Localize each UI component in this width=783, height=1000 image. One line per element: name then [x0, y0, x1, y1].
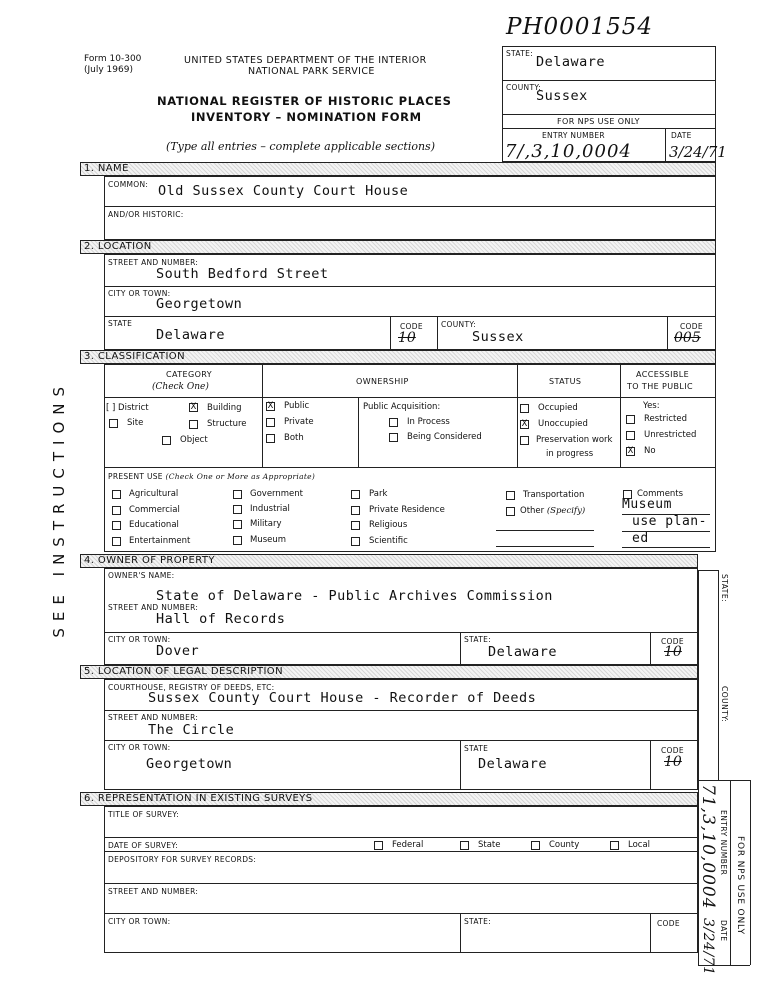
section-2-heading: 2. LOCATION [80, 240, 716, 254]
status-unoccupied-label: Unoccupied [538, 419, 588, 429]
owner-code-label: CODE [661, 637, 684, 646]
status-label: STATUS [549, 377, 582, 386]
use-park-label: Park [369, 489, 388, 499]
accessible-label-1: ACCESSIBLE [636, 370, 690, 379]
category-district[interactable]: [ ] District [106, 403, 149, 413]
location-city-value: Georgetown [156, 296, 243, 312]
use-museum-checkbox[interactable] [233, 536, 242, 545]
nps-state-label: STATE: [506, 49, 533, 58]
ownership-both-label: Both [284, 433, 304, 443]
access-yes-label: Yes: [643, 401, 660, 411]
use-military-label: Military [250, 519, 282, 529]
access-no-label: No [644, 446, 656, 456]
department: UNITED STATES DEPARTMENT OF THE INTERIOR [184, 55, 427, 66]
use-commercial-checkbox[interactable] [112, 506, 121, 515]
access-restricted-checkbox[interactable] [626, 415, 635, 424]
check-one-label: (Check One) [152, 382, 209, 392]
status-preservation-label: Preservation work [536, 435, 613, 445]
legal-street-label: STREET AND NUMBER: [108, 713, 199, 722]
acquisition-in-process-label: In Process [407, 417, 450, 427]
form-instruction: (Type all entries – complete applicable sections) [166, 140, 435, 153]
legal-code-label: CODE [661, 746, 684, 755]
survey-county-checkbox[interactable] [531, 841, 540, 850]
courthouse-value: Sussex County Court House - Recorder of Deeds [148, 690, 537, 706]
access-restricted-label: Restricted [644, 414, 688, 424]
comments-line-3: ed [632, 531, 649, 546]
category-site-checkbox[interactable] [109, 419, 118, 428]
owner-name-label: OWNER'S NAME: [108, 571, 175, 580]
status-occupied-label: Occupied [538, 403, 578, 413]
survey-federal-label: Federal [392, 840, 424, 850]
use-educational-checkbox[interactable] [112, 521, 121, 530]
status-preservation-checkbox[interactable] [520, 436, 529, 445]
status-preservation-cont: in progress [546, 449, 594, 459]
owner-city-value: Dover [156, 643, 200, 659]
access-unrestricted-checkbox[interactable] [626, 431, 635, 440]
use-government-checkbox[interactable] [233, 490, 242, 499]
section-1-heading: 1. NAME [80, 162, 716, 176]
margin-county-label: COUNTY: [720, 686, 729, 723]
category-object-label: Object [180, 435, 208, 445]
use-comments-label: Comments [637, 489, 684, 499]
category-building-label: Building [207, 403, 242, 413]
use-industrial-checkbox[interactable] [233, 505, 242, 514]
use-park-checkbox[interactable] [351, 490, 360, 499]
location-state-value: Delaware [156, 327, 226, 343]
use-other-label: Other (Specify) [520, 506, 586, 516]
legal-state-value: Delaware [478, 756, 548, 772]
legal-city-label: CITY OR TOWN: [108, 743, 171, 752]
category-site-label: Site [127, 418, 144, 428]
section-5-heading: 5. LOCATION OF LEGAL DESCRIPTION [80, 665, 698, 679]
margin-date-label: DATE [719, 920, 728, 942]
use-private-residence-checkbox[interactable] [351, 506, 360, 515]
owner-name-value: State of Delaware - Public Archives Commission [156, 588, 553, 604]
use-military-checkbox[interactable] [233, 520, 242, 529]
use-private-residence-label: Private Residence [369, 505, 445, 515]
comments-line-2: use plan- [632, 514, 707, 529]
use-agricultural-checkbox[interactable] [112, 490, 121, 499]
section-4-heading: 4. OWNER OF PROPERTY [80, 554, 698, 568]
location-county-label: COUNTY: [441, 320, 477, 329]
category-label: CATEGORY [166, 370, 213, 379]
ownership-public-label: Public [284, 401, 310, 411]
status-unoccupied-checkbox[interactable]: X [521, 419, 528, 429]
location-county-code-value: 005 [674, 330, 701, 346]
nps-entry-value: 7/,3,10,0004 [505, 141, 632, 162]
survey-title-label: TITLE OF SURVEY: [108, 810, 180, 819]
status-occupied-checkbox[interactable] [520, 404, 529, 413]
acquisition-being-considered-label: Being Considered [407, 432, 482, 442]
owner-state-value: Delaware [488, 644, 558, 660]
service: NATIONAL PARK SERVICE [248, 66, 375, 77]
historic-name-label: AND/OR HISTORIC: [108, 210, 184, 219]
ownership-public-checkbox[interactable]: X [267, 401, 274, 411]
category-object-checkbox[interactable] [162, 436, 171, 445]
owner-street-label: STREET AND NUMBER: [108, 603, 199, 612]
use-other-checkbox[interactable] [506, 507, 515, 516]
survey-city-label: CITY OR TOWN: [108, 917, 171, 926]
use-government-label: Government [250, 489, 304, 499]
acquisition-in-process-checkbox[interactable] [389, 418, 398, 427]
accessible-label-2: TO THE PUBLIC [627, 382, 693, 391]
margin-state-label: STATE: [720, 574, 729, 603]
category-structure-checkbox[interactable] [189, 420, 198, 429]
location-county-value: Sussex [472, 329, 524, 345]
form-date: (July 1969) [84, 65, 133, 75]
ownership-label: OWNERSHIP [356, 377, 409, 386]
category-structure-label: Structure [207, 419, 247, 429]
margin-nps-use-label: FOR NPS USE ONLY [735, 836, 745, 935]
section-6-heading: 6. REPRESENTATION IN EXISTING SURVEYS [80, 792, 698, 806]
location-street-label: STREET AND NUMBER: [108, 258, 199, 267]
form-title-2: INVENTORY – NOMINATION FORM [191, 110, 422, 124]
legal-city-value: Georgetown [146, 756, 233, 772]
nps-date-label: DATE [671, 131, 692, 140]
location-street-value: South Bedford Street [156, 266, 329, 282]
use-industrial-label: Industrial [250, 504, 290, 514]
legal-code-value: 10 [664, 754, 682, 770]
survey-state-field-label: STATE: [464, 917, 491, 926]
survey-depository-label: DEPOSITORY FOR SURVEY RECORDS: [108, 855, 257, 864]
use-transportation-label: Transportation [523, 490, 585, 500]
owner-city-label: CITY OR TOWN: [108, 635, 171, 644]
section-3-heading: 3. CLASSIFICATION [80, 350, 716, 364]
survey-state-checkbox[interactable] [460, 841, 469, 850]
legal-street-value: The Circle [148, 722, 235, 738]
owner-code-value: 10 [664, 644, 682, 660]
location-state-label: STATE [108, 319, 133, 328]
access-unrestricted-label: Unrestricted [644, 430, 697, 440]
use-agricultural-label: Agricultural [129, 489, 179, 499]
survey-local-checkbox[interactable] [610, 841, 619, 850]
access-no-checkbox[interactable]: X [627, 446, 634, 456]
use-educational-label: Educational [129, 520, 179, 530]
use-scientific-checkbox[interactable] [351, 537, 360, 546]
use-entertainment-checkbox[interactable] [112, 537, 121, 546]
survey-state-label: State [478, 840, 501, 850]
use-transportation-checkbox[interactable] [506, 491, 515, 500]
form-title-1: NATIONAL REGISTER OF HISTORIC PLACES [157, 94, 452, 108]
location-city-label: CITY OR TOWN: [108, 289, 171, 298]
survey-code-label: CODE [657, 919, 680, 928]
category-building-checkbox[interactable]: X [190, 402, 197, 412]
nps-county-label: COUNTY: [506, 83, 542, 92]
owner-state-label: STATE: [464, 635, 491, 644]
courthouse-label: COURTHOUSE, REGISTRY OF DEEDS, ETC: [108, 683, 275, 692]
nps-use-only: FOR NPS USE ONLY [557, 117, 640, 126]
nps-entry-label: ENTRY NUMBER [542, 131, 605, 140]
present-use-heading: PRESENT USE (Check One or More as Appropriate) [108, 472, 316, 481]
use-entertainment-label: Entertainment [129, 536, 191, 546]
nps-county-value: Sussex [536, 88, 588, 104]
acquisition-being-considered-checkbox[interactable] [389, 433, 398, 442]
survey-federal-checkbox[interactable] [374, 841, 383, 850]
ownership-private-checkbox[interactable] [266, 418, 275, 427]
use-commercial-label: Commercial [129, 505, 180, 515]
survey-street-label: STREET AND NUMBER: [108, 887, 199, 896]
legal-state-label: STATE [464, 744, 489, 753]
survey-date-label: DATE OF SURVEY: [108, 841, 179, 850]
margin-date-value: 3/24/71 [700, 918, 716, 976]
side-instruction: SEE INSTRUCTIONS [50, 380, 68, 638]
use-religious-label: Religious [369, 520, 408, 530]
margin-entry-value: 71,3,10,0004 [698, 784, 718, 910]
survey-local-label: Local [628, 840, 651, 850]
location-code-label: CODE [400, 322, 423, 331]
nps-date-value: 3/24/71 [669, 143, 727, 161]
location-county-code-label: CODE [680, 322, 703, 331]
nps-state-value: Delaware [536, 54, 606, 70]
ownership-private-label: Private [284, 417, 314, 427]
use-scientific-label: Scientific [369, 536, 408, 546]
comments-line-1: Museum [622, 497, 672, 512]
owner-street-value: Hall of Records [156, 611, 286, 627]
handwritten-id: PH0001554 [506, 14, 653, 40]
common-name-label: COMMON: [108, 180, 149, 189]
use-museum-label: Museum [250, 535, 287, 545]
form-number: Form 10-300 [84, 54, 142, 64]
margin-entry-number-label: ENTRY NUMBER [719, 810, 728, 876]
common-name-value: Old Sussex County Court House [158, 183, 409, 199]
ownership-both-checkbox[interactable] [266, 434, 275, 443]
location-code-value: 10 [398, 330, 416, 346]
public-acquisition-label: Public Acquisition: [363, 402, 441, 412]
survey-county-label: County [549, 840, 580, 850]
use-religious-checkbox[interactable] [351, 521, 360, 530]
